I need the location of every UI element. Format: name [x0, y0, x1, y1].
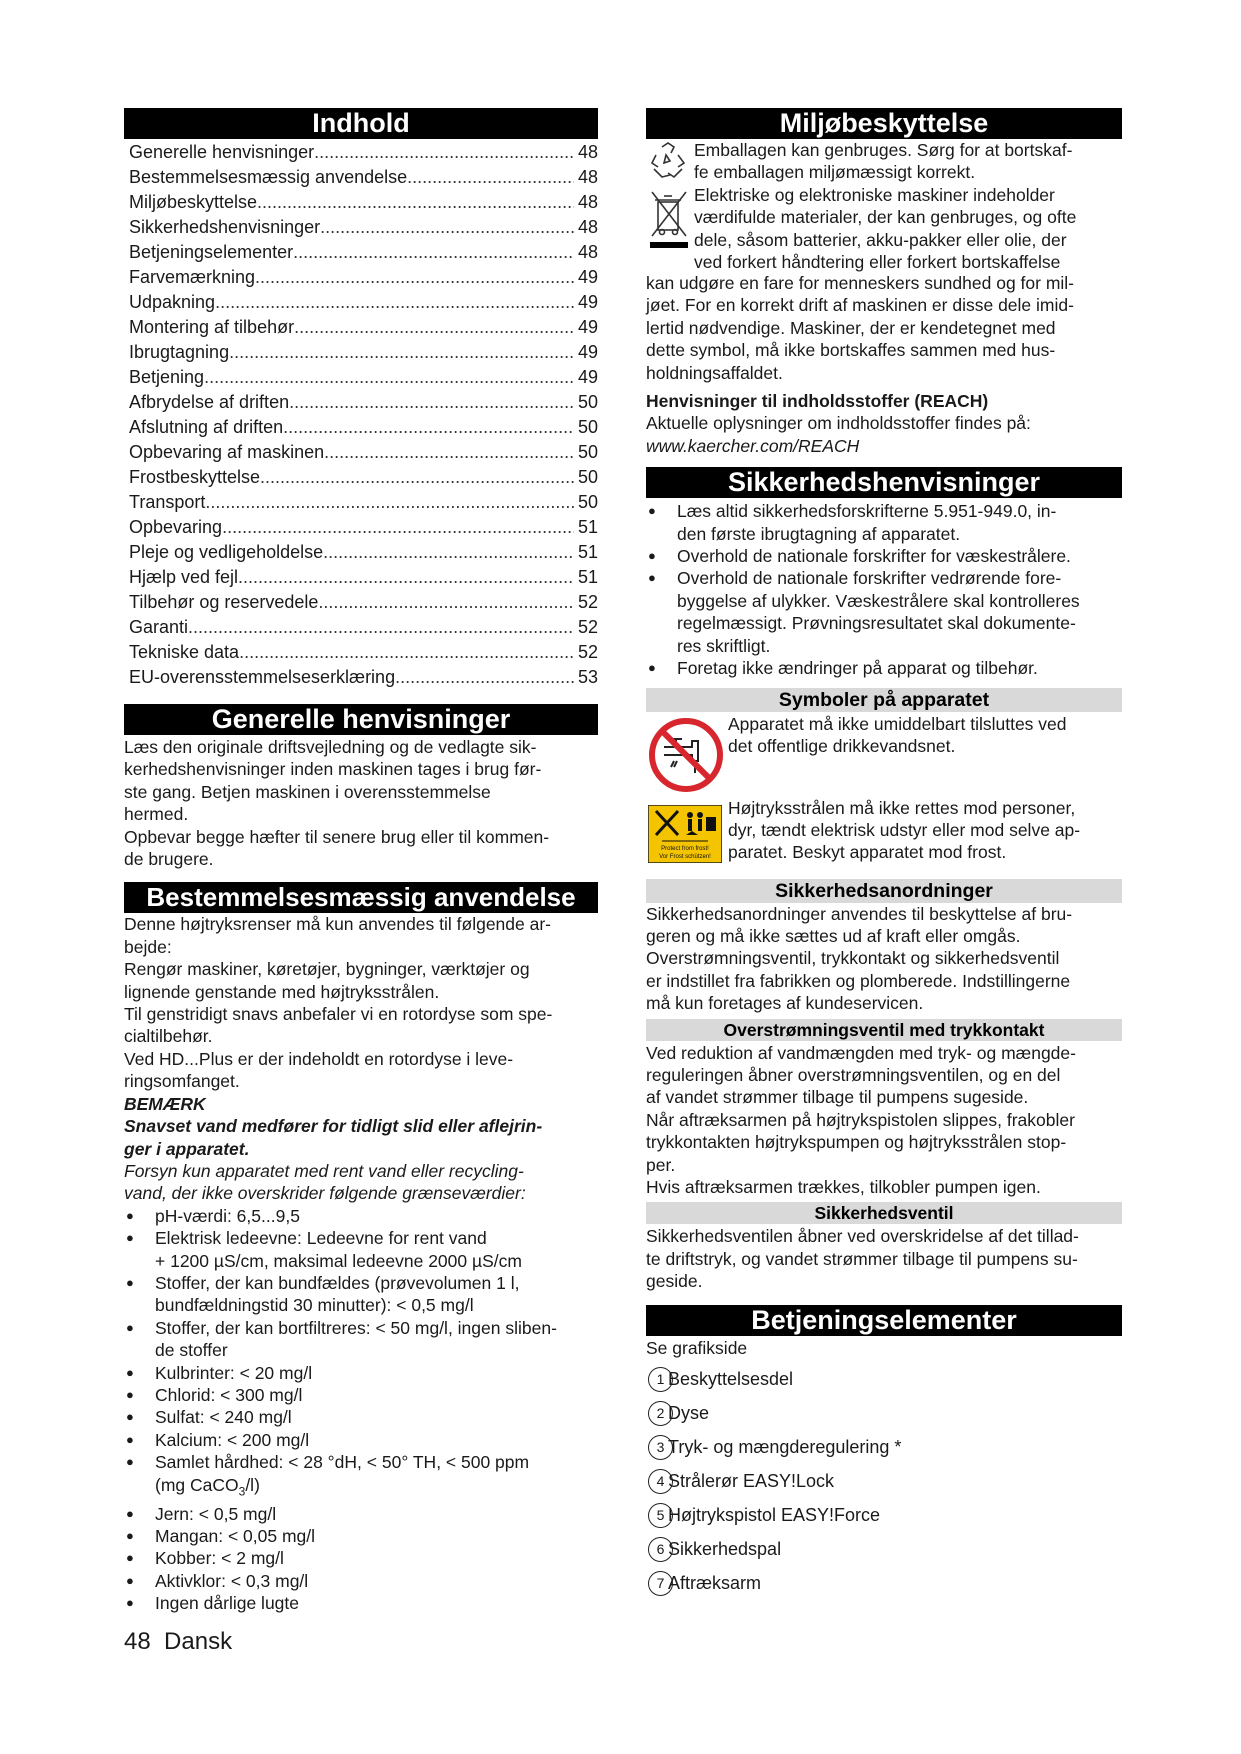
- toc-entry[interactable]: [129, 415, 598, 440]
- toc-entry[interactable]: [129, 390, 598, 415]
- toc-entry-label: Transport: [129, 492, 206, 512]
- bullet-text: Overhold de nationale forskrifter for væskestrålere.: [677, 546, 1071, 567]
- reach-heading: Henvisninger til indholdsstoffer (REACH): [646, 391, 989, 412]
- bullet-text: Jern: < 0,5 mg/l: [155, 1503, 277, 1524]
- bullet-text: Mangan: < 0,05 mg/l: [155, 1525, 316, 1546]
- text-line: Hvis aftræksarmen trækkes, tilkobler pumpen igen.: [646, 1176, 1041, 1197]
- safety-valve-text: [646, 1225, 1122, 1292]
- text-line: Emballagen kan genbruges. Sørg for at bortskaf-: [694, 140, 1073, 160]
- text-line: er indstillet fra fabrikken og plomberede. Indstillingerne: [646, 970, 1071, 991]
- limit-item: [124, 1205, 598, 1227]
- toc-entry[interactable]: [129, 240, 598, 265]
- limit-item: [124, 1429, 598, 1451]
- toc-entry[interactable]: [129, 615, 598, 640]
- left-column: [124, 108, 598, 1615]
- crossed-bin-icon: [648, 188, 690, 259]
- text-line: Ved reduktion af vandmængden med tryk- og mængde-: [646, 1042, 1076, 1063]
- text-line: paratet. Beskyt apparatet mod frost.: [728, 842, 1007, 863]
- toc-entry[interactable]: [129, 215, 598, 240]
- callout-number: 6: [648, 1537, 673, 1562]
- toc-entry[interactable]: [129, 540, 598, 565]
- control-item: [646, 1397, 1122, 1431]
- toc-entry-page: 50: [577, 417, 598, 437]
- text-line: hermed.: [124, 804, 189, 825]
- toc-leader-dots: [205, 490, 574, 515]
- toc-entry[interactable]: [129, 290, 598, 315]
- bullet-text: den første ibrugtagning af apparatet.: [677, 523, 961, 544]
- control-label: Beskyttelsesdel: [668, 1369, 794, 1390]
- overflow-valve-heading: Overstrømningsventil med trykkontakt: [646, 1019, 1122, 1041]
- text-line: cialtilbehør.: [124, 1026, 213, 1047]
- toc-entry-label: Farvemærkning: [129, 267, 256, 287]
- bullet-icon: ●: [648, 570, 656, 586]
- toc-entry[interactable]: [129, 265, 598, 290]
- text-line: kerhedshenvisninger inden maskinen tages i brug før-: [124, 759, 542, 780]
- toc-entry-label: Garanti: [129, 617, 189, 637]
- text-line: Når aftræksarmen på højtrykspistolen slippes, frakobler: [646, 1109, 1075, 1130]
- toc-entry-label: Opbevaring: [129, 517, 223, 537]
- page-footer: [124, 1628, 232, 1656]
- toc-leader-dots: [407, 165, 574, 190]
- text-line: Denne højtryksrenser må kun anvendes til følgende ar-: [124, 914, 552, 935]
- toc-entry[interactable]: [129, 190, 598, 215]
- reach-text: Aktuelle oplysninger om indholdsstoffer findes på:: [646, 413, 1031, 434]
- control-label: Sikkerhedspal: [668, 1539, 782, 1560]
- bullet-icon: ●: [126, 1409, 134, 1425]
- bullet-text: Samlet hårdhed: < 28 °dH, < 50° TH, < 500 ppm: [155, 1452, 530, 1473]
- bullet-icon: ●: [126, 1230, 134, 1246]
- callout-number: 3: [648, 1435, 673, 1460]
- bullet-icon: ●: [126, 1431, 134, 1447]
- bullet-text: Chlorid: < 300 mg/l: [155, 1384, 303, 1405]
- toc-entry-page: 52: [577, 642, 598, 662]
- toc-entry-label: Bestemmelsesmæssig anvendelse: [129, 167, 408, 187]
- limit-item: [124, 1272, 598, 1317]
- water-limits-list: [124, 1205, 598, 1615]
- text-line: Rengør maskiner, køretøjer, bygninger, værktøjer og: [124, 959, 530, 980]
- toc-leader-dots: [294, 315, 574, 340]
- safety-item: [646, 500, 1122, 545]
- control-item: [646, 1499, 1122, 1533]
- toc-entry-label: Afbrydelse af driften: [129, 392, 290, 412]
- bullet-icon: ●: [126, 1274, 134, 1290]
- toc-entry-page: 49: [577, 267, 598, 287]
- safety-item: [646, 657, 1122, 679]
- safety-valve-heading: Sikkerhedsventil: [646, 1202, 1122, 1224]
- callout-number: 5: [648, 1503, 673, 1528]
- bullet-text: regelmæssigt. Prøvningsresultatet skal dokumente-: [677, 613, 1076, 634]
- bullet-icon: ●: [126, 1319, 134, 1335]
- bullet-icon: ●: [126, 1572, 134, 1588]
- toc-entry-label: Betjening: [129, 367, 205, 387]
- bullet-text: Kalcium: < 200 mg/l: [155, 1429, 310, 1450]
- toc-entry[interactable]: [129, 165, 598, 190]
- bullet-text: Læs altid sikkerhedsforskrifterne 5.951-949.0, in-: [677, 501, 1057, 522]
- text-line: værdifulde materialer, der kan genbruges, og ofte: [694, 207, 1077, 228]
- toc-entry-page: 50: [577, 492, 598, 512]
- toc-entry-label: EU-overensstemmelseserklæring: [129, 667, 396, 687]
- toc-entry-page: 50: [577, 467, 598, 487]
- text-line: af vandet strømmer tilbage til pumpens sugeside.: [646, 1087, 1029, 1108]
- bullet-icon: ●: [126, 1386, 134, 1402]
- toc-entry[interactable]: [129, 440, 598, 465]
- note-label: BEMÆRK: [124, 1093, 206, 1114]
- limit-item: [124, 1503, 598, 1525]
- text-line: per.: [646, 1154, 676, 1175]
- callout-number: 1: [648, 1367, 673, 1392]
- no-spray-warning-icon: [648, 805, 722, 868]
- text-line: Læs den originale driftsvejledning og de vedlagte sik-: [124, 737, 537, 757]
- control-label: Strålerør EASY!Lock: [668, 1471, 835, 1492]
- toc-entry-page: 49: [577, 292, 598, 312]
- limit-item: [124, 1227, 598, 1272]
- toc-entry-page: 48: [577, 192, 598, 212]
- toc-entry-label: Betjeningselementer: [129, 242, 294, 262]
- bullet-text: res skriftligt.: [677, 635, 771, 656]
- bullet-text: Kulbrinter: < 20 mg/l: [155, 1362, 313, 1383]
- text-line: Elektriske og elektroniske maskiner indeholder: [694, 185, 1055, 205]
- environment-heading: Miljøbeskyttelse: [646, 108, 1122, 139]
- toc-entry-label: Sikkerhedshenvisninger: [129, 217, 321, 237]
- toc-leader-dots: [283, 415, 574, 440]
- table-of-contents: [124, 140, 598, 690]
- bullet-text: Kobber: < 2 mg/l: [155, 1548, 284, 1569]
- limit-item: [124, 1384, 598, 1406]
- intended-use-text: [124, 913, 598, 1092]
- text-line: Sikkerhedsventilen åbner ved overskridelse af det tillad-: [646, 1226, 1079, 1247]
- toc-leader-dots: [238, 565, 574, 590]
- toc-entry[interactable]: [129, 490, 598, 515]
- safety-list: [646, 500, 1122, 679]
- toc-entry[interactable]: [129, 340, 598, 365]
- text-line: Til genstridigt snavs anbefaler vi en rotordyse som spe-: [124, 1004, 553, 1025]
- toc-entry[interactable]: [129, 465, 598, 490]
- toc-leader-dots: [323, 540, 574, 565]
- toc-leader-dots: [188, 615, 574, 640]
- text-line: dele, såsom batterier, akku-pakker eller olie, der: [694, 229, 1067, 250]
- toc-entry-label: Montering af tilbehør: [129, 317, 295, 337]
- bullet-icon: ●: [126, 1595, 134, 1611]
- controls-intro: Se grafikside: [646, 1337, 748, 1358]
- text-line: geren og må ikke sættes ud af kraft eller omgås.: [646, 925, 1021, 946]
- bullet-text: Sulfat: < 240 mg/l: [155, 1407, 292, 1428]
- toc-entry-page: 48: [577, 142, 598, 162]
- toc-entry-page: 48: [577, 167, 598, 187]
- toc-entry-page: 51: [577, 517, 598, 537]
- symbol-no-spray-people: [646, 797, 1122, 875]
- recycling-block: [646, 139, 1122, 183]
- bullet-icon: ●: [126, 1505, 134, 1521]
- bullet-text: Stoffer, der kan bundfældes (prøvevolumen 1 l,: [155, 1272, 520, 1293]
- text-line: vand, der ikke overskrider følgende grænseværdier:: [124, 1183, 526, 1204]
- toc-entry-page: 50: [577, 392, 598, 412]
- note-warning: [124, 1115, 598, 1160]
- toc-entry[interactable]: [129, 640, 598, 665]
- recycling-icon: [648, 141, 688, 186]
- control-label: Tryk- og mængderegulering *: [668, 1437, 902, 1458]
- safety-item: [646, 567, 1122, 657]
- control-label: Dyse: [668, 1403, 710, 1424]
- toc-leader-dots: [395, 665, 574, 690]
- bullet-text: byggelse af ulykker. Væskestrålere skal kontrolleres: [677, 590, 1080, 611]
- text-line: jøet. For en korrekt drift af maskinen er disse dele imid-: [646, 295, 1074, 316]
- toc-entry-page: 48: [577, 217, 598, 237]
- safety-item: [646, 545, 1122, 567]
- toc-entry-label: Tilbehør og reservedele: [129, 592, 319, 612]
- callout-number: 7: [648, 1571, 673, 1596]
- bullet-text: (mg CaCO$_3$/l): [155, 1474, 260, 1499]
- limit-item: [124, 1525, 598, 1547]
- toc-leader-dots: [239, 640, 574, 665]
- no-drinking-water-connection-icon: [648, 717, 724, 798]
- text-line: ved forkert håndtering eller forkert bortskaffelse: [694, 252, 1061, 273]
- text-line: ringsomfanget.: [124, 1071, 240, 1092]
- toc-entry-label: Pleje og vedligeholdelse: [129, 542, 324, 562]
- toc-leader-dots: [204, 365, 574, 390]
- text-line: det offentlige drikkevandsnet.: [728, 735, 956, 756]
- safety-heading: Sikkerhedshenvisninger: [646, 467, 1122, 498]
- footer-language: Dansk: [164, 1628, 233, 1655]
- callout-number: 4: [648, 1469, 673, 1494]
- text-line: reguleringen åbner overstrømningsventilen, og en del: [646, 1064, 1061, 1085]
- toc-leader-dots: [314, 140, 574, 165]
- toc-entry-label: Udpakning: [129, 292, 216, 312]
- safety-devices-heading: Sikkerhedsanordninger: [646, 879, 1122, 903]
- toc-leader-dots: [255, 265, 574, 290]
- control-label: Aftræksarm: [668, 1573, 762, 1594]
- frost-sign-text-1: Protect from frost!: [661, 845, 709, 852]
- toc-leader-dots: [229, 340, 574, 365]
- weee-text: [646, 272, 1122, 384]
- bullet-text: Elektrisk ledeevne: Ledeevne for rent vand: [155, 1228, 487, 1249]
- bullet-text: Foretag ikke ændringer på apparat og tilbehør.: [677, 658, 1038, 679]
- general-text: [124, 736, 598, 870]
- toc-entry-page: 50: [577, 442, 598, 462]
- limit-item: [124, 1317, 598, 1362]
- toc-leader-dots: [289, 390, 574, 415]
- bullet-icon: ●: [126, 1454, 134, 1470]
- toc-entry-page: 53: [577, 667, 598, 687]
- text-line: bejde:: [124, 936, 172, 957]
- bullet-icon: ●: [126, 1550, 134, 1566]
- bullet-icon: ●: [648, 503, 656, 519]
- toc-entry-page: 49: [577, 317, 598, 337]
- toc-leader-dots: [257, 190, 574, 215]
- control-item: [646, 1533, 1122, 1567]
- text-line: Overstrømningsventil, trykkontakt og sikkerhedsventil: [646, 948, 1060, 969]
- toc-entry[interactable]: [129, 565, 598, 590]
- toc-leader-dots: [324, 440, 574, 465]
- toc-entry-label: Tekniske data: [129, 642, 240, 662]
- text-line: holdningsaffaldet.: [646, 362, 783, 383]
- bullet-text: Aktivklor: < 0,3 mg/l: [155, 1570, 309, 1591]
- text-line: må kun foretages af kundeservicen.: [646, 993, 924, 1014]
- text-line: trykkontakten højtrykspumpen og højtryksstrålen stop-: [646, 1132, 1067, 1153]
- text-line: Forsyn kun apparatet med rent vand eller recycling-: [124, 1160, 524, 1181]
- toc-leader-dots: [293, 240, 574, 265]
- bullet-text: + 1200 µS/cm, maksimal ledeevne 2000 µS/cm: [155, 1250, 522, 1271]
- limit-item: [124, 1547, 598, 1569]
- control-item: [646, 1465, 1122, 1499]
- control-label: Højtrykspistol EASY!Force: [668, 1505, 881, 1526]
- bullet-text: pH-værdi: 6,5...9,5: [155, 1205, 300, 1226]
- toc-entry-label: Afslutning af driften: [129, 417, 284, 437]
- toc-entry[interactable]: [129, 515, 598, 540]
- text-line: ger i apparatet.: [124, 1138, 250, 1159]
- bullet-text: Ingen dårlige lugte: [155, 1593, 299, 1614]
- text-line: dette symbol, må ikke bortskaffes sammen med hus-: [646, 340, 1056, 361]
- toc-leader-dots: [318, 590, 574, 615]
- page-number: 48: [124, 1628, 151, 1655]
- text-line: Højtryksstrålen må ikke rettes mod personer,: [728, 797, 1076, 818]
- toc-entry[interactable]: [129, 140, 598, 165]
- text-line: geside.: [646, 1271, 703, 1292]
- limit-item: [124, 1451, 598, 1502]
- text-line: Apparatet må ikke umiddelbart tilsluttes ved: [728, 713, 1067, 734]
- limit-item: [124, 1406, 598, 1428]
- toc-leader-dots: [320, 215, 574, 240]
- text-line: ste gang. Betjen maskinen i overensstemmelse: [124, 781, 491, 802]
- toc-entry-page: 48: [577, 242, 598, 262]
- right-column: [646, 108, 1122, 1601]
- text-line: Opbevar begge hæfter til senere brug eller til kommen-: [124, 826, 550, 847]
- weee-block: [646, 184, 1122, 272]
- toc-entry-page: 49: [577, 367, 598, 387]
- intended-use-heading: Bestemmelsesmæssig anvendelse: [124, 882, 598, 913]
- limit-item: [124, 1362, 598, 1384]
- toc-entry-page: 51: [577, 567, 598, 587]
- toc-entry-page: 52: [577, 617, 598, 637]
- text-line: Snavset vand medfører for tidligt slid eller aflejrin-: [124, 1116, 543, 1137]
- bullet-icon: ●: [648, 548, 656, 564]
- bullet-text: de stoffer: [155, 1340, 228, 1361]
- controls-heading: Betjeningselementer: [646, 1305, 1122, 1336]
- toc-entry-label: Ibrugtagning: [129, 342, 230, 362]
- symbols-heading: Symboler på apparatet: [646, 688, 1122, 712]
- general-heading: Generelle henvisninger: [124, 704, 598, 735]
- toc-entry-label: Opbevaring af maskinen: [129, 442, 325, 462]
- text-line: dyr, tændt elektrisk udstyr eller mod selve ap-: [728, 819, 1081, 840]
- toc-entry-label: Generelle henvisninger: [129, 142, 315, 162]
- toc-leader-dots: [215, 290, 574, 315]
- toc-entry-label: Hjælp ved fejl: [129, 567, 239, 587]
- toc-entry-label: Miljøbeskyttelse: [129, 192, 258, 212]
- toc-entry[interactable]: [129, 315, 598, 340]
- toc-entry[interactable]: [129, 590, 598, 615]
- text-line: Ved HD...Plus er der indeholdt en rotordyse i leve-: [124, 1048, 514, 1069]
- symbol-drinking-water: [646, 713, 1122, 793]
- toc-leader-dots: [260, 465, 574, 490]
- reach-url[interactable]: www.kaercher.com/REACH: [646, 435, 860, 456]
- toc-entry[interactable]: [129, 665, 598, 690]
- bullet-icon: ●: [648, 660, 656, 676]
- frost-sign-text-2: Vor Frost schützen!: [659, 853, 711, 860]
- bullet-text: bundfældningstid 30 minutter): < 0,5 mg/l: [155, 1295, 474, 1316]
- text-line: lignende genstande med højtryksstrålen.: [124, 981, 440, 1002]
- bullet-text: Overhold de nationale forskrifter vedrørende fore-: [677, 568, 1062, 589]
- note-water-quality: [124, 1160, 598, 1205]
- text-line: kan udgøre en fare for menneskers sundhed og for mil-: [646, 273, 1074, 293]
- toc-entry-page: 51: [577, 542, 598, 562]
- text-line: fe emballagen miljømæssigt korrekt.: [694, 162, 976, 183]
- toc-entry[interactable]: [129, 365, 598, 390]
- control-item: [646, 1431, 1122, 1465]
- text-line: te driftstryk, og vandet strømmer tilbage til pumpens su-: [646, 1248, 1078, 1269]
- toc-entry-page: 52: [577, 592, 598, 612]
- bullet-icon: ●: [126, 1364, 134, 1380]
- toc-entry-label: Frostbeskyttelse: [129, 467, 261, 487]
- callout-number: 2: [648, 1401, 673, 1426]
- toc-entry-page: 49: [577, 342, 598, 362]
- bullet-icon: ●: [126, 1527, 134, 1543]
- toc-heading: Indhold: [124, 108, 598, 139]
- control-item: [646, 1567, 1122, 1601]
- text-line: Sikkerhedsanordninger anvendes til beskyttelse af bru-: [646, 903, 1073, 924]
- text-line: de brugere.: [124, 849, 214, 870]
- toc-leader-dots: [222, 515, 574, 540]
- text-line: lertid nødvendige. Maskiner, der er kendetegnet med: [646, 317, 1056, 338]
- control-item: [646, 1363, 1122, 1397]
- overflow-valve-text: [646, 1042, 1122, 1199]
- controls-list: [646, 1363, 1122, 1601]
- bullet-icon: ●: [126, 1207, 134, 1223]
- safety-devices-text: [646, 903, 1122, 1015]
- limit-item: [124, 1570, 598, 1592]
- bullet-text: Stoffer, der kan bortfiltreres: < 50 mg/l, ingen sliben-: [155, 1317, 557, 1338]
- limit-item: [124, 1592, 598, 1614]
